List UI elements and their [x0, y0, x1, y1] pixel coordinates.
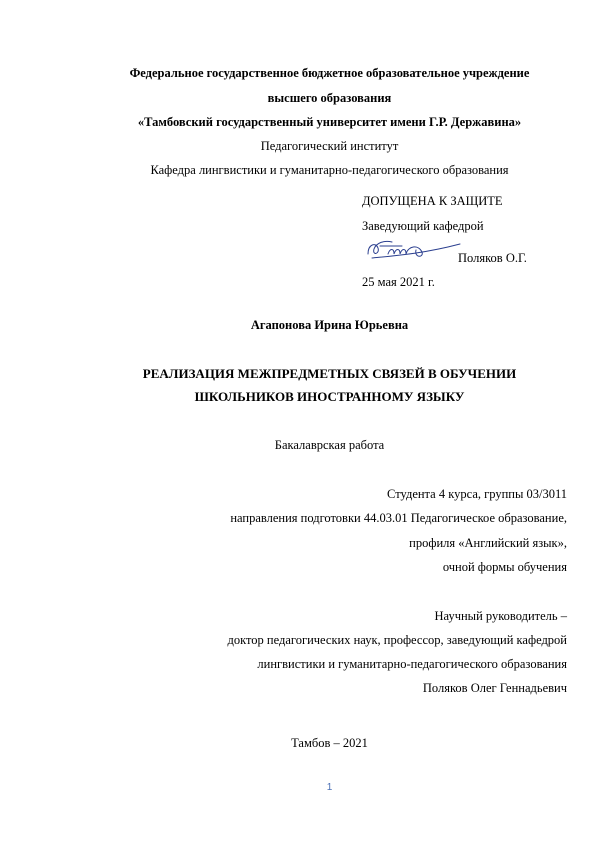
city-year: Тамбов – 2021: [291, 736, 368, 750]
signature-image: [362, 234, 462, 264]
approval-role: Заведующий кафедрой: [362, 219, 484, 233]
approval-name: Поляков О.Г.: [458, 251, 527, 265]
author-name: Агапонова Ирина Юрьевна: [250, 318, 409, 332]
page-number: 1: [326, 782, 333, 793]
header-line-3: «Тамбовский государственный университет имени Г.Р. Державина»: [137, 115, 522, 129]
work-title-line-2: ШКОЛЬНИКОВ ИНОСТРАННОМУ ЯЗЫКУ: [194, 389, 465, 404]
approval-stamp: ДОПУЩЕНА К ЗАЩИТЕ: [362, 194, 503, 208]
supervisor-line-3: лингвистики и гуманитарно-педагогического образования: [257, 657, 567, 671]
student-line-2: направления подготовки 44.03.01 Педагогическое образование,: [230, 511, 567, 525]
work-type: Бакалаврская работа: [274, 438, 385, 452]
supervisor-line-1: Научный руководитель –: [434, 609, 567, 623]
supervisor-line-2: доктор педагогических наук, профессор, заведующий кафедрой: [227, 633, 567, 647]
student-line-4: очной формы обучения: [442, 560, 567, 574]
department-name: Кафедра лингвистики и гуманитарно-педагогического образования: [150, 163, 509, 177]
approval-date: 25 мая 2021 г.: [362, 275, 435, 289]
header-line-1: Федеральное государственное бюджетное образовательное учреждение: [129, 66, 530, 80]
header-line-2: высшего образования: [267, 91, 392, 105]
student-line-3: профиля «Английский язык»,: [409, 536, 567, 550]
work-title-line-1: РЕАЛИЗАЦИЯ МЕЖПРЕДМЕТНЫХ СВЯЗЕЙ В ОБУЧЕНИИ: [142, 366, 517, 381]
supervisor-line-4: Поляков Олег Геннадьевич: [422, 681, 567, 695]
institute-name: Педагогический институт: [260, 139, 399, 153]
student-line-1: Студента 4 курса, группы 03/3011: [387, 487, 567, 501]
